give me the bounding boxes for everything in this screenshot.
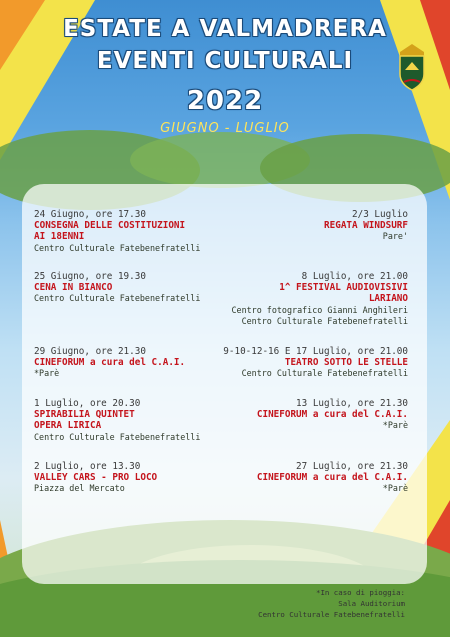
event-location: Centro Culturale Fatebenefratelli: [34, 293, 201, 304]
event-date: 2/3 Luglio: [352, 209, 408, 220]
event-title: CINEFORUM a cura del C.A.I.: [256, 409, 408, 421]
event-title: CONSEGNA DELLE COSTITUZIONI: [34, 220, 186, 232]
event-location: *Parè: [382, 483, 408, 494]
event-location: Centro Culturale Fatebenefratelli: [241, 368, 408, 379]
rain-note-line: *In caso di pioggia:: [316, 588, 405, 597]
event-title: 1^ FESTIVAL AUDIOVISIVI: [279, 282, 408, 294]
rain-note: [258, 587, 405, 620]
event-item: [34, 271, 200, 305]
event-date: 1 Luglio, ore 20.30: [34, 398, 141, 409]
months-subtitle: GIUGNO - LUGLIO: [160, 121, 290, 136]
event-title: VALLEY CARS - PRO LOCO: [34, 472, 158, 484]
event-title: REGATA WINDSURF: [324, 220, 408, 232]
event-item: [34, 398, 200, 443]
event-date: 24 Giugno, ore 17.30: [34, 209, 146, 220]
rain-note-line: Sala Auditorium: [338, 599, 405, 608]
event-location: *Parè: [382, 420, 408, 431]
event-item: [34, 461, 157, 495]
event-item: [223, 346, 408, 380]
event-date: 25 Giugno, ore 19.30: [34, 271, 146, 282]
event-location: Centro Culturale Fatebenefratelli: [34, 242, 201, 253]
event-title: CINEFORUM a cura del C.A.I.: [256, 472, 408, 484]
event-title: OPERA LIRICA: [34, 420, 102, 432]
event-date: 8 Luglio, ore 21.00: [301, 271, 408, 282]
title-line-1: ESTATE A VALMADRERA: [63, 16, 387, 42]
event-location: Centro Culturale Fatebenefratelli: [34, 431, 201, 442]
event-location: *Parè: [34, 368, 60, 379]
event-item: [34, 346, 185, 380]
rain-note-line: Centro Culturale Fatebenefratelli: [258, 610, 405, 619]
event-item: [232, 271, 408, 327]
event-date: 2 Luglio, ore 13.30: [34, 461, 141, 472]
title-year: 2022: [186, 86, 264, 116]
event-title: LARIANO: [368, 293, 408, 305]
event-date: 9-10-12-16 E 17 Luglio, ore 21.00: [223, 346, 408, 357]
event-date: 13 Luglio, ore 21.30: [296, 398, 408, 409]
event-location: Piazza del Mercato: [34, 483, 125, 494]
event-date: 27 Luglio, ore 21.30: [296, 461, 408, 472]
event-location: Centro Culturale Fatebenefratelli: [241, 315, 408, 326]
event-title: CENA IN BIANCO: [34, 282, 113, 294]
event-item: [324, 209, 408, 243]
event-title: AI 18ENNI: [34, 231, 85, 243]
title-line-2: EVENTI CULTURALI: [96, 48, 354, 74]
event-location: Centro fotografico Gianni Anghileri: [231, 304, 408, 315]
event-item: [257, 461, 408, 495]
municipal-crest-icon: [392, 40, 432, 96]
event-date: 29 Giugno, ore 21.30: [34, 346, 146, 357]
event-title: TEATRO SOTTO LE STELLE: [284, 357, 408, 369]
event-title: SPIRABILIA QUINTET: [34, 409, 135, 421]
event-location: Pare': [382, 231, 408, 242]
event-title: CINEFORUM a cura del C.A.I.: [34, 357, 186, 369]
event-item: [257, 398, 408, 432]
event-item: [34, 209, 200, 254]
